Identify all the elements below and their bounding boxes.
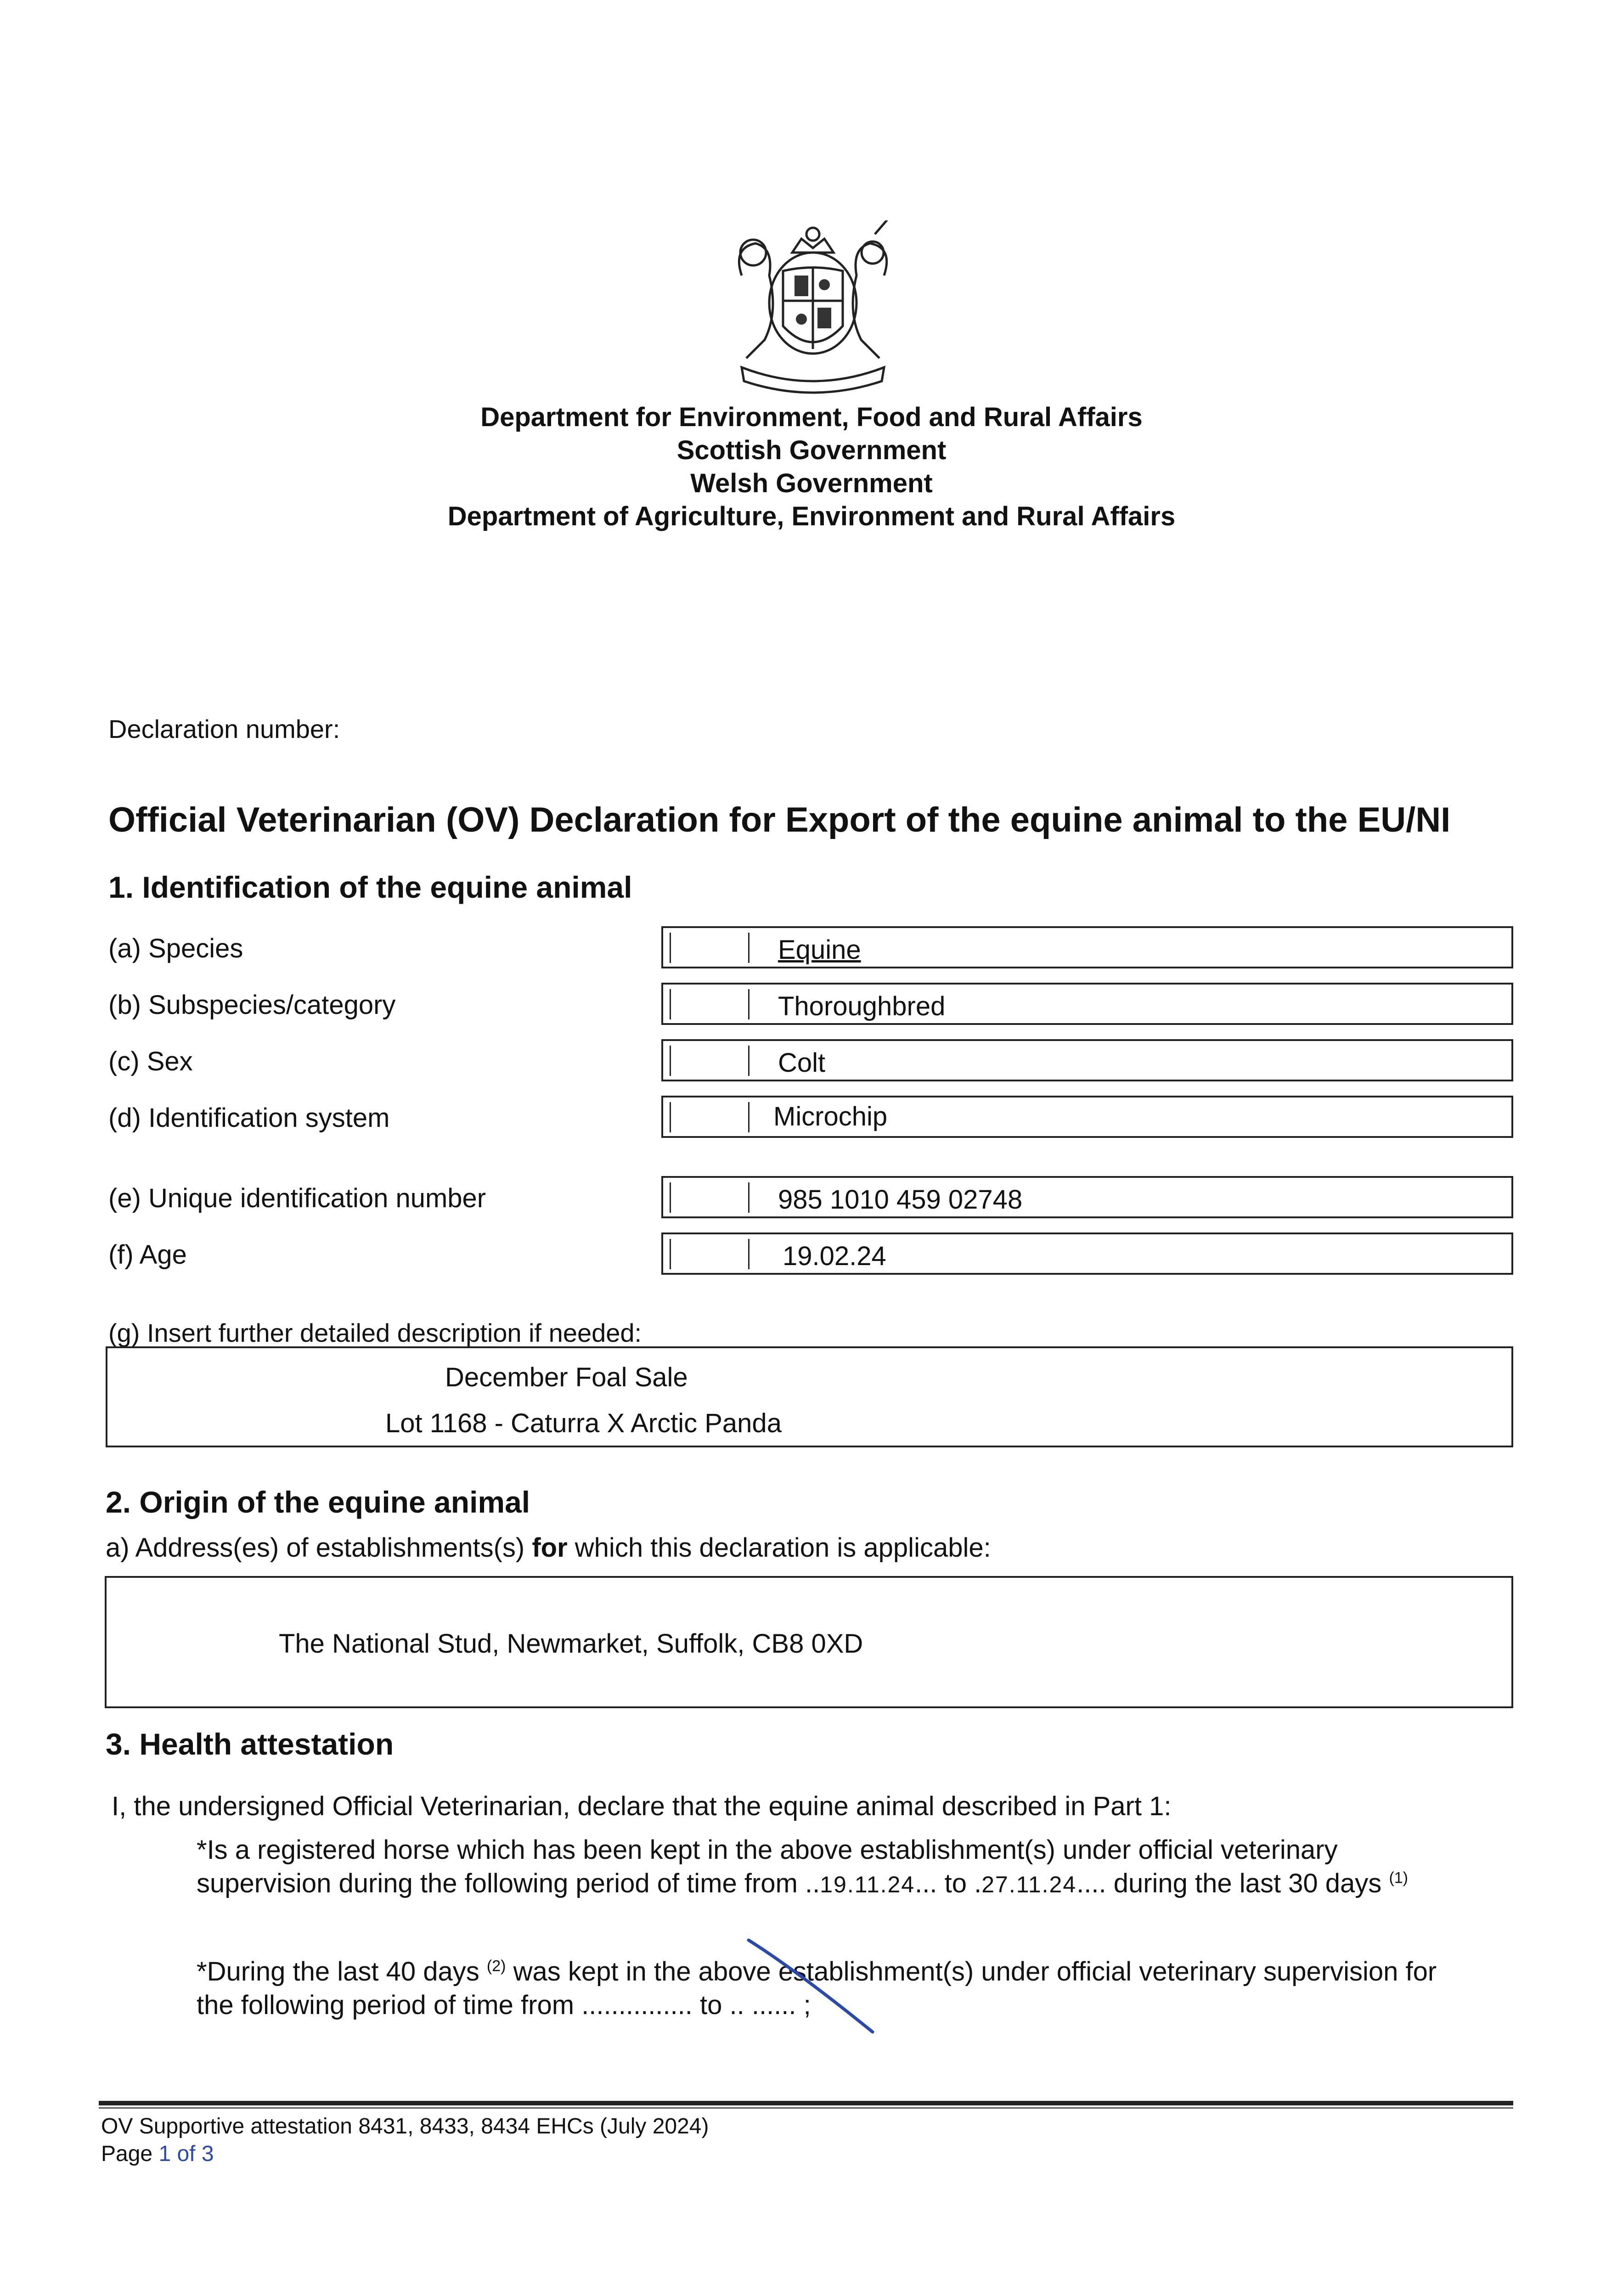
page-number: Page 1 of 3 bbox=[101, 2142, 214, 2166]
health-attestation-intro: I, the undersigned Official Veterinarian, declare that the equine animal described in Part 1: bbox=[112, 1791, 1172, 1821]
sex-label: (c) Sex bbox=[108, 1047, 193, 1076]
description-label: (g) Insert further detailed description if needed: bbox=[108, 1318, 642, 1347]
age-field bbox=[661, 1232, 1513, 1275]
section-1-heading: 1. Identification of the equine animal bbox=[108, 870, 632, 904]
species-value: Equine bbox=[778, 935, 861, 965]
description-line-2: Lot 1168 - Caturra X Arctic Panda bbox=[385, 1408, 782, 1438]
establishment-address-box bbox=[105, 1576, 1513, 1708]
subspecies-value: Thoroughbred bbox=[778, 991, 946, 1021]
department-name-scottish-government: Scottish Government bbox=[676, 435, 947, 465]
unique-id-value: 985 1010 459 02748 bbox=[778, 1185, 1023, 1215]
section-3-heading: 3. Health attestation bbox=[106, 1727, 394, 1761]
description-box bbox=[106, 1346, 1513, 1447]
footer-rule bbox=[99, 2101, 1513, 2105]
description-line-1: December Foal Sale bbox=[445, 1362, 688, 1392]
department-name-welsh-government: Welsh Government bbox=[690, 468, 933, 498]
section-2-heading: 2. Origin of the equine animal bbox=[106, 1485, 530, 1519]
unique-id-field bbox=[661, 1176, 1513, 1218]
sex-field bbox=[661, 1039, 1513, 1081]
document-title: Official Veterinarian (OV) Declaration for Export of the equine animal to the EU/NI bbox=[108, 800, 1451, 839]
identification-system-label: (d) Identification system bbox=[108, 1103, 390, 1133]
unique-id-label: (e) Unique identification number bbox=[108, 1183, 486, 1213]
last-40-days-paragraph-line-1: *During the last 40 days $^{(2)}$ was kept in the above establishment(s) under official veterinary supervision for bbox=[197, 1957, 1437, 1986]
last-40-days-paragraph-line-2: the following period of time from ............... to .. ...... ; bbox=[197, 1990, 811, 2020]
pen-strike-mark bbox=[744, 1936, 882, 2041]
department-name-defra: Department for Environment, Food and Rural Affairs bbox=[480, 402, 1143, 432]
declaration-number-label: Declaration number: bbox=[108, 715, 340, 743]
royal-coat-of-arms-crest bbox=[714, 220, 912, 404]
species-field bbox=[661, 926, 1513, 968]
registered-horse-paragraph-line-2: supervision during the following period of time from ..19.11.24... to .27.11.24.... during the last 30 days $^{(1)}$ bbox=[197, 1868, 1408, 1898]
establishment-address-heading: a) Address(es) of establishments(s) for which this declaration is applicable: bbox=[106, 1533, 991, 1563]
supervision-from-date: 19.11.24 bbox=[820, 1872, 915, 1897]
footer-document-reference: OV Supportive attestation 8431, 8433, 8434 EHCs (July 2024) bbox=[101, 2114, 709, 2138]
department-name-daera: Department of Agriculture, Environment and Rural Affairs bbox=[447, 501, 1176, 531]
registered-horse-paragraph-line-1: *Is a registered horse which has been kept in the above establishment(s) under official veterinary bbox=[197, 1835, 1338, 1865]
identification-system-value: Microchip bbox=[773, 1102, 888, 1131]
supervision-to-date: 27.11.24 bbox=[981, 1872, 1077, 1897]
identification-system-field bbox=[661, 1096, 1513, 1138]
establishment-address: The National Stud, Newmarket, Suffolk, CB8 0XD bbox=[279, 1629, 863, 1659]
subspecies-field bbox=[661, 983, 1513, 1025]
age-value: 19.02.24 bbox=[783, 1241, 886, 1271]
sex-value: Colt bbox=[778, 1048, 826, 1078]
age-label: (f) Age bbox=[108, 1240, 187, 1270]
species-label: (a) Species bbox=[108, 934, 243, 963]
footer-rule-thin bbox=[99, 2107, 1513, 2109]
subspecies-label: (b) Subspecies/category bbox=[108, 990, 396, 1020]
